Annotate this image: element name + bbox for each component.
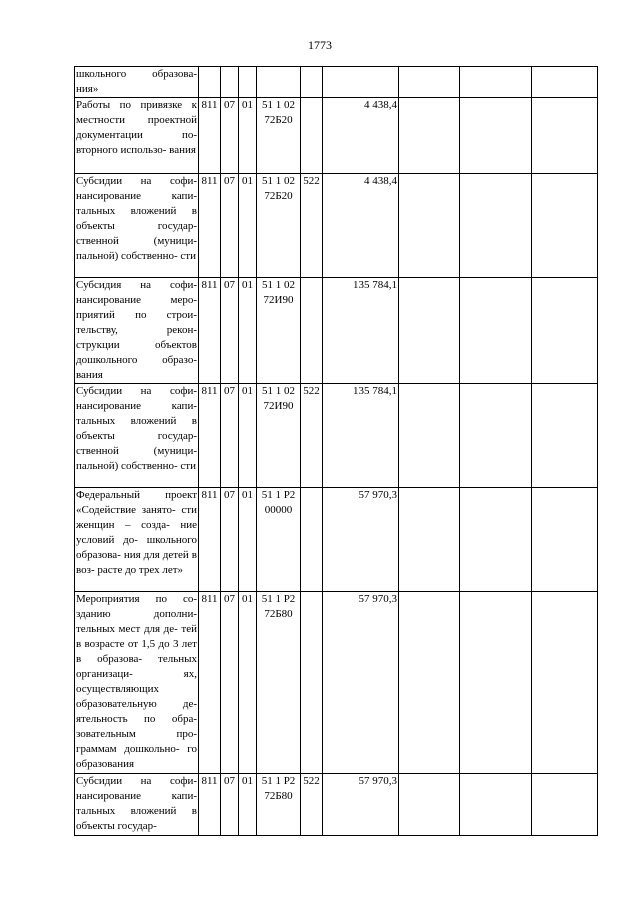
row-rz: 07 bbox=[221, 774, 239, 836]
row-pr: 01 bbox=[239, 384, 257, 488]
row-name: Субсидии на софи- нансирование капи- тальных вложений в объекты государ- ственной (муници- пальной) собственно- сти bbox=[75, 384, 199, 488]
empty-cell bbox=[399, 384, 460, 488]
empty-cell bbox=[460, 384, 532, 488]
empty-cell bbox=[532, 174, 598, 278]
row-csr: 51 1 02 72Б20 bbox=[257, 98, 301, 174]
row-pr: 01 bbox=[239, 174, 257, 278]
row-pr: 01 bbox=[239, 98, 257, 174]
row-csr: 51 1 02 72Б20 bbox=[257, 174, 301, 278]
row-amount: 135 784,1 bbox=[323, 278, 399, 384]
row-rz: 07 bbox=[221, 592, 239, 774]
row-amount: 135 784,1 bbox=[323, 384, 399, 488]
row-csr: 51 1 02 72И90 bbox=[257, 278, 301, 384]
row-ved: 811 bbox=[199, 98, 221, 174]
row-csr bbox=[257, 67, 301, 98]
row-rz bbox=[221, 67, 239, 98]
table-row bbox=[75, 278, 598, 384]
table-row bbox=[75, 774, 598, 836]
row-ved: 811 bbox=[199, 278, 221, 384]
row-ved: 811 bbox=[199, 774, 221, 836]
empty-cell bbox=[399, 592, 460, 774]
row-csr: 51 1 02 72И90 bbox=[257, 384, 301, 488]
row-name: Субсидии на софи- нансирование капи- тальных вложений в объекты государ- ственной (муници- пальной) собственно- сти bbox=[75, 174, 199, 278]
table-row bbox=[75, 488, 598, 592]
row-csr: 51 1 Р2 72Б80 bbox=[257, 592, 301, 774]
empty-cell bbox=[532, 278, 598, 384]
row-vr bbox=[301, 488, 323, 592]
row-pr: 01 bbox=[239, 774, 257, 836]
row-pr: 01 bbox=[239, 278, 257, 384]
row-vr bbox=[301, 98, 323, 174]
row-amount: 57 970,3 bbox=[323, 488, 399, 592]
row-csr: 51 1 Р2 72Б80 bbox=[257, 774, 301, 836]
row-name: школьного образова- ния» bbox=[75, 67, 199, 98]
row-rz: 07 bbox=[221, 488, 239, 592]
empty-cell bbox=[532, 384, 598, 488]
row-rz: 07 bbox=[221, 384, 239, 488]
empty-cell bbox=[399, 98, 460, 174]
row-vr: 522 bbox=[301, 774, 323, 836]
empty-cell bbox=[460, 488, 532, 592]
empty-cell bbox=[460, 67, 532, 98]
row-amount: 4 438,4 bbox=[323, 98, 399, 174]
table-row bbox=[75, 67, 598, 98]
row-amount: 4 438,4 bbox=[323, 174, 399, 278]
empty-cell bbox=[532, 98, 598, 174]
row-amount: 57 970,3 bbox=[323, 592, 399, 774]
table-row bbox=[75, 174, 598, 278]
row-ved: 811 bbox=[199, 488, 221, 592]
row-ved bbox=[199, 67, 221, 98]
row-amount bbox=[323, 67, 399, 98]
empty-cell bbox=[399, 488, 460, 592]
empty-cell bbox=[532, 67, 598, 98]
empty-cell bbox=[399, 174, 460, 278]
empty-cell bbox=[460, 98, 532, 174]
row-name: Субсидия на софи- нансирование меро- приятий по строи- тельству, рекон- струкции объектов дошкольного образо- вания bbox=[75, 278, 199, 384]
row-vr bbox=[301, 592, 323, 774]
row-rz: 07 bbox=[221, 98, 239, 174]
row-rz: 07 bbox=[221, 174, 239, 278]
empty-cell bbox=[399, 278, 460, 384]
table-row bbox=[75, 384, 598, 488]
row-ved: 811 bbox=[199, 384, 221, 488]
budget-table bbox=[74, 66, 598, 836]
row-vr: 522 bbox=[301, 384, 323, 488]
row-pr: 01 bbox=[239, 488, 257, 592]
row-pr bbox=[239, 67, 257, 98]
row-ved: 811 bbox=[199, 592, 221, 774]
row-name: Мероприятия по со- зданию дополни- тельных мест для де- тей в возрасте от 1,5 до 3 лет в образова- тельных организаци- ях, осуществляющих образовательную де- ятельность по обра- зовательным про- граммам дошкольно- го образования bbox=[75, 592, 199, 774]
empty-cell bbox=[460, 278, 532, 384]
empty-cell bbox=[399, 67, 460, 98]
empty-cell bbox=[460, 774, 532, 836]
table-row bbox=[75, 98, 598, 174]
row-name: Субсидии на софи- нансирование капи- тальных вложений в объекты государ- bbox=[75, 774, 199, 836]
row-name: Федеральный проект «Содействие занято- сти женщин – созда- ние условий до- школьного образова- ния для детей в воз- расте до трех лет» bbox=[75, 488, 199, 592]
empty-cell bbox=[532, 774, 598, 836]
row-vr bbox=[301, 67, 323, 98]
row-vr: 522 bbox=[301, 174, 323, 278]
empty-cell bbox=[532, 488, 598, 592]
row-ved: 811 bbox=[199, 174, 221, 278]
row-amount: 57 970,3 bbox=[323, 774, 399, 836]
empty-cell bbox=[399, 774, 460, 836]
row-name: Работы по привязке к местности проектной документации по- вторного использо- вания bbox=[75, 98, 199, 174]
page-number: 1773 bbox=[308, 38, 332, 52]
empty-cell bbox=[460, 174, 532, 278]
table-row bbox=[75, 592, 598, 774]
row-pr: 01 bbox=[239, 592, 257, 774]
row-rz: 07 bbox=[221, 278, 239, 384]
empty-cell bbox=[460, 592, 532, 774]
row-csr: 51 1 Р2 00000 bbox=[257, 488, 301, 592]
row-vr bbox=[301, 278, 323, 384]
empty-cell bbox=[532, 592, 598, 774]
